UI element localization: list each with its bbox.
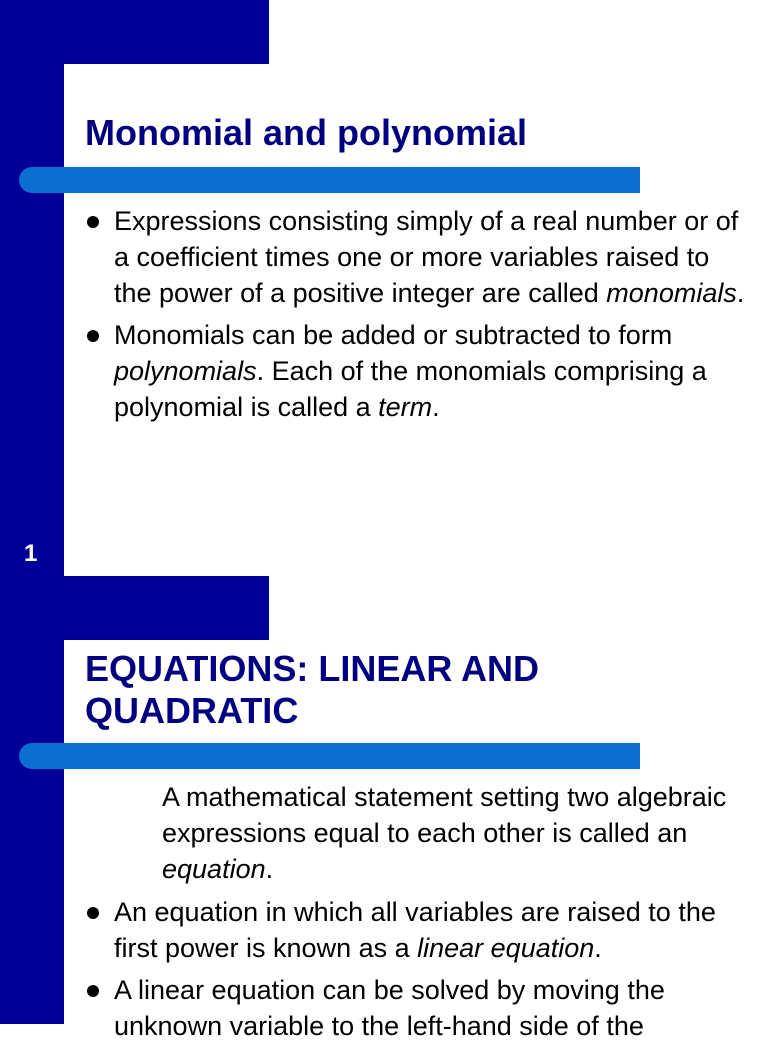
bullet-list bbox=[85, 203, 745, 431]
title-underline-bar bbox=[19, 743, 640, 769]
slide-title: Monomial and polynomial bbox=[85, 112, 528, 153]
bullet-item: An equation in which all variables are raised to the first power is known as a linear equation. bbox=[85, 894, 745, 966]
top-corner-band bbox=[0, 576, 269, 640]
slide-2 bbox=[0, 576, 768, 1041]
title-underline-bar bbox=[19, 167, 640, 193]
bullet-item: Monomials can be added or subtracted to form polynomials. Each of the monomials comprising a polynomial is called a term. bbox=[85, 317, 745, 425]
slide-number: 1 bbox=[24, 540, 38, 567]
bullet-item: Expressions consisting simply of a real number or of a coefficient times one or more variables raised to the power of a positive integer are called monomials. bbox=[85, 203, 745, 311]
left-sidebar-band bbox=[0, 0, 64, 576]
left-sidebar-band bbox=[0, 576, 64, 1024]
bullet-item: A linear equation can be solved by moving the unknown variable to the left-hand side of the bbox=[85, 972, 745, 1044]
bullet-list bbox=[85, 894, 745, 1050]
intro-paragraph: A mathematical statement setting two algebraic expressions equal to each other is called an equation. bbox=[162, 782, 727, 884]
top-corner-band bbox=[0, 0, 269, 64]
slide-title bbox=[85, 648, 539, 732]
rounded-corner bbox=[64, 64, 104, 104]
title-line: QUADRATIC bbox=[85, 690, 299, 731]
title-line: EQUATIONS: LINEAR AND bbox=[85, 648, 539, 689]
